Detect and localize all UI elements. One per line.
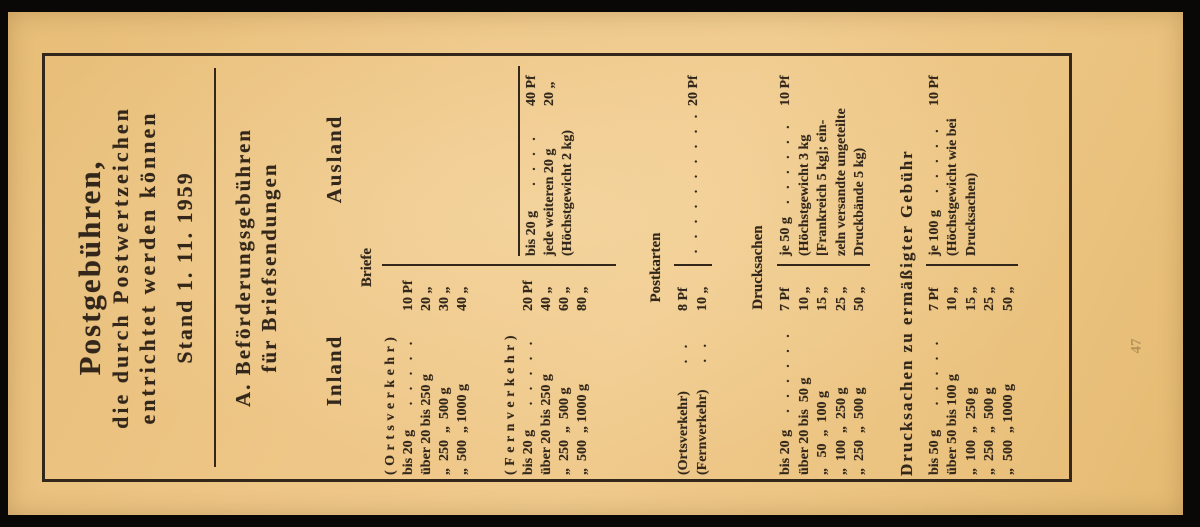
row-price: 25 „ [982,286,997,311]
row-label: bis 20 g [778,429,793,475]
fee-row: zeln versandte ungeteilte [833,108,849,256]
row-price: 60 „ [557,286,572,311]
column-headers [322,56,347,479]
row-dots [814,313,833,391]
row-label: „ 250 „ 500 g [982,387,997,475]
row-label: „ 250 „ 500 g [437,387,452,475]
fee-row [541,66,559,256]
fee-row [556,271,574,475]
fee-row [538,271,556,475]
row-dots: . . [676,340,691,364]
row-price: 7 Pf [926,287,942,311]
fee-row [684,66,703,256]
row-dots [574,313,592,384]
row-dots: . . . . . . [778,330,793,413]
fee-row [796,271,815,475]
row-dots: . . . . . [521,337,536,406]
row-dots [538,313,556,374]
row-label: bis 20 g [524,210,539,256]
row-price: 20 „ [419,286,434,311]
fee-row [436,271,454,475]
fee-row: Druckbände 5 kg) [852,147,867,256]
spacer [472,271,502,475]
title-block [45,56,198,479]
row-dots: . . . . . [401,337,416,406]
briefe-table [382,56,616,479]
drucksachen-inland-column [777,264,870,479]
row-label: je 100 g [926,210,942,256]
title-stand: Stand 1. 11. 1959 [172,171,197,364]
fee-row [674,271,693,475]
fee-row [814,271,833,475]
row-label: je 50 g [778,217,793,256]
row-price: 40 „ [539,286,554,311]
fee-row [963,271,982,475]
fee-row [926,66,945,256]
title-main: Postgebühren, [72,159,107,376]
drucksachen-table [777,56,870,479]
row-label: „ 500 „ 1000 g [1000,384,1016,475]
briefe-header: Briefe [359,247,375,288]
briefe-ausland-column [382,56,616,264]
fee-row [851,271,870,475]
ermaessigt-inland-column [926,264,1019,479]
section-a-line1: A. Beförderungsgebühren [231,128,255,407]
row-label: „ 50 „ 100 g [815,391,830,475]
row-price: 10 Pf [926,75,942,106]
row-dots [981,313,1000,388]
row-dots: . . . . . [926,337,942,406]
row-price: 80 „ [575,286,590,311]
fee-row: (Fernverkehr) [503,330,518,475]
row-price: 10 Pf [401,280,416,311]
row-label: jede weiteren 20 g [542,148,557,256]
row-dots: . . . . [524,133,539,186]
fee-row [926,271,945,475]
row-dots [1000,313,1019,384]
row-price: 7 Pf [778,287,793,311]
fee-row [523,66,541,256]
row-price: 50 „ [1000,286,1016,311]
row-dots [556,313,574,388]
fee-row [400,271,418,475]
row-label: über 20 bis 250 g [419,374,434,475]
row-label: „ 100 „ 250 g [833,387,849,475]
briefe-inland-column [382,264,616,479]
ermaessigt-header: Drucksachen zu ermäßigter Gebühr [896,149,916,476]
row-dots [436,313,454,388]
row-price: 15 „ [963,286,979,311]
row-label: „ 500 „ 1000 g [575,384,590,475]
row-label: bis 50 g [926,429,942,475]
row-dots [851,313,870,388]
row-dots: . . . . . . . . . . [685,110,701,254]
row-label: „ 500 „ 1000 g [455,384,470,475]
title-divider-rule [214,68,216,467]
row-dots [796,313,815,378]
row-label: (Ortsverkehr) [676,391,691,475]
row-price: 8 Pf [676,287,691,311]
row-price: 40 Pf [524,75,539,106]
fee-row [418,271,436,475]
row-price: 20 „ [542,81,557,106]
pencil-mark: 47 [1128,338,1145,354]
fee-row: Drucksachen) [963,172,979,256]
row-dots [963,313,982,388]
fee-row [693,271,712,475]
row-label: „ 250 „ 500 g [852,387,867,475]
ausland-top-rule-block [518,66,577,256]
row-dots [418,313,436,374]
title-sub2: entrichtet werden können [135,110,160,425]
ermaessigt-ausland-column [926,56,1019,264]
row-price: 25 „ [833,286,849,311]
row-price: 20 Pf [685,75,701,106]
fee-row: (Ortsverkehr) [383,332,398,475]
fee-row [520,271,538,475]
row-label: „ 100 „ 250 g [963,387,979,475]
content-frame [42,53,1072,482]
section-a-line2: für Briefsendungen [257,162,281,373]
ermaessigt-table [926,56,1019,479]
drucksachen-header: Drucksachen [750,225,766,310]
row-label: „ 250 „ 500 g [557,387,572,475]
fee-row [981,271,1000,475]
ausland-header: Ausland [322,114,346,204]
row-price: 30 „ [437,286,452,311]
fee-row: [Frankreich 5 kg]; ein- [815,119,830,256]
row-price: 15 „ [815,286,830,311]
inland-header: Inland [322,334,346,407]
fee-row [1000,271,1019,475]
postkarten-ausland-column [674,56,712,264]
row-price: 50 „ [852,286,867,311]
row-price: 10 „ [945,286,960,311]
drucksachen-ausland-column [777,56,870,264]
row-label: (Fernverkehr) [695,389,710,475]
postkarten-table [674,56,712,479]
title-sub1: die durch Postwertzeichen [108,106,133,429]
fee-row [574,271,592,475]
row-price: 10 „ [796,286,812,311]
row-label: über 50 bis 100 g [945,374,960,475]
row-label: über 20 bis 250 g [539,374,554,475]
fee-row [944,271,963,475]
row-dots [944,313,963,374]
row-price: 40 „ [455,286,470,311]
booklet-cover [8,12,1183,515]
row-price: 20 Pf [521,280,536,311]
fee-row: (Höchstgewicht wie bei [945,118,960,256]
section-a-heading [230,56,282,479]
fee-row: (Höchstgewicht 2 kg) [560,130,575,256]
row-label: bis 20 g [521,429,536,475]
postkarten-header: Postkarten [648,232,664,303]
fee-row [454,271,472,475]
postkarten-inland-column [674,264,712,479]
row-dots [454,313,472,384]
row-dots: . . [695,339,710,363]
row-label: über 20 bis 50 g [796,377,812,475]
fee-row [833,271,852,475]
row-price: 10 Pf [778,75,793,106]
row-dots: . . . . . . [778,121,793,204]
row-label: bis 20 g [401,429,416,475]
fee-row [777,66,796,256]
fee-row [777,271,796,475]
row-price: 10 „ [695,286,710,311]
row-dots [833,313,852,388]
row-dots: . . . . . [926,125,942,193]
row-dots [541,108,559,149]
fee-row: (Höchstgewicht 3 kg [796,134,812,256]
